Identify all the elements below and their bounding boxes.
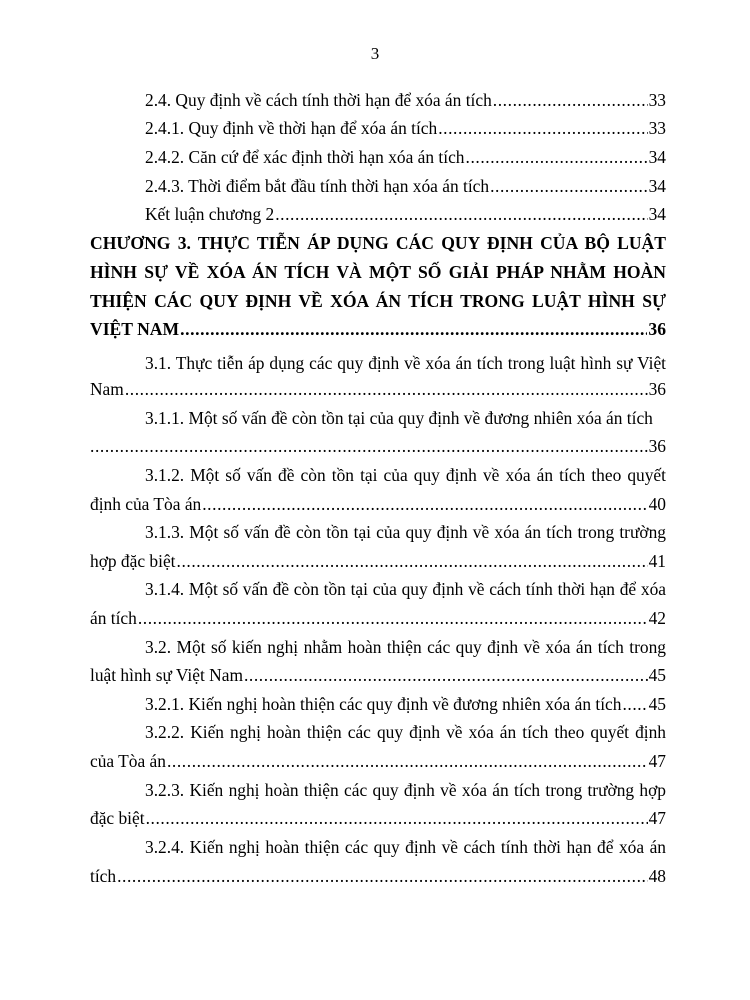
toc-entry-3-1-4-line-2[interactable] bbox=[90, 605, 666, 631]
toc-entry-3-2-3-line-1[interactable]: 3.2.3. Kiến nghị hoàn thiện các quy định về xóa án tích trong trường hợp bbox=[145, 780, 666, 800]
toc-entry-title: 2.4.1. Quy định về thời hạn để xóa án tích bbox=[145, 118, 438, 138]
toc-leader-dots bbox=[117, 863, 648, 889]
toc-entry-page: 42 bbox=[648, 608, 666, 628]
toc-chapter-3-line-1[interactable]: CHƯƠNG 3. THỰC TIỄN ÁP DỤNG CÁC QUY ĐỊNH CỦA BỘ LUẬT bbox=[90, 233, 666, 253]
toc-entry-3-2-1[interactable] bbox=[145, 691, 666, 717]
toc-entry-3-1-line-2[interactable] bbox=[90, 376, 666, 402]
toc-entry-3-1-1-line-2[interactable] bbox=[90, 433, 666, 459]
toc-entry-3-1-line-1[interactable]: 3.1. Thực tiễn áp dụng các quy định về xóa án tích trong luật hình sự Việt bbox=[145, 353, 666, 373]
toc-entry-title: đặc biệt bbox=[90, 808, 145, 828]
toc-entry-page: 47 bbox=[648, 751, 666, 771]
toc-leader-dots bbox=[167, 748, 648, 774]
toc-entry-title: 2.4.2. Căn cứ để xác định thời hạn xóa án tích bbox=[145, 147, 465, 167]
toc-entry-page: 40 bbox=[648, 494, 666, 514]
toc-entry-page: 33 bbox=[648, 118, 666, 138]
toc-leader-dots bbox=[490, 173, 648, 199]
toc-entry-3-2-2-line-1[interactable]: 3.2.2. Kiến nghị hoàn thiện các quy định về xóa án tích theo quyết định bbox=[145, 722, 666, 742]
page-number: 3 bbox=[370, 44, 380, 63]
toc-entry-3-1-2-line-1[interactable]: 3.1.2. Một số vấn đề còn tồn tại của quy định về xóa án tích theo quyết bbox=[145, 465, 666, 485]
toc-entry-title: luật hình sự Việt Nam bbox=[90, 665, 243, 685]
toc-leader-dots bbox=[125, 376, 648, 402]
toc-entry-3-2-line-2[interactable] bbox=[90, 662, 666, 688]
toc-entry-title: VIỆT NAM bbox=[90, 319, 180, 339]
toc-entry-3-2-4-line-2[interactable] bbox=[90, 863, 666, 889]
toc-leader-dots bbox=[90, 433, 648, 459]
toc-leader-dots bbox=[177, 548, 648, 574]
toc-entry-page: 48 bbox=[648, 866, 666, 886]
toc-entry-page: 45 bbox=[648, 694, 666, 714]
toc-leader-dots bbox=[438, 115, 647, 141]
toc-entry-3-2-2-line-2[interactable] bbox=[90, 748, 666, 774]
toc-entry-3-2-3-line-2[interactable] bbox=[90, 805, 666, 831]
toc-leader-dots bbox=[138, 605, 648, 631]
toc-leader-dots bbox=[466, 144, 648, 170]
toc-leader-dots bbox=[275, 201, 647, 227]
toc-entry-page: 36 bbox=[648, 319, 666, 339]
toc-entry-title: của Tòa án bbox=[90, 751, 166, 771]
toc-entry-page: 45 bbox=[648, 665, 666, 685]
toc-leader-dots bbox=[180, 316, 647, 342]
toc-entry-3-1-1-line-1[interactable]: 3.1.1. Một số vấn đề còn tồn tại của quy định về đương nhiên xóa án tích bbox=[145, 408, 653, 428]
toc-entry-page: 47 bbox=[648, 808, 666, 828]
toc-entry-page: 33 bbox=[648, 90, 666, 110]
toc-entry-title: định của Tòa án bbox=[90, 494, 202, 514]
toc-entry-2-4[interactable] bbox=[145, 87, 666, 113]
toc-entry-3-1-4-line-1[interactable]: 3.1.4. Một số vấn đề còn tồn tại của quy định về cách tính thời hạn để xóa bbox=[145, 579, 666, 599]
toc-entry-2-4-1[interactable] bbox=[145, 115, 666, 141]
toc-entry-page: 34 bbox=[648, 176, 666, 196]
toc-entry-3-2-4-line-1[interactable]: 3.2.4. Kiến nghị hoàn thiện các quy định về cách tính thời hạn để xóa án bbox=[145, 837, 666, 857]
toc-entry-page: 36 bbox=[648, 379, 666, 399]
toc-leader-dots bbox=[622, 691, 647, 717]
toc-entry-title: Nam bbox=[90, 379, 124, 399]
toc-entry-title: Kết luận chương 2 bbox=[145, 204, 275, 224]
toc-entry-page: 34 bbox=[648, 147, 666, 167]
toc-entry-page: 41 bbox=[648, 551, 666, 571]
toc-entry-title: 2.4. Quy định về cách tính thời hạn để xóa án tích bbox=[145, 90, 492, 110]
toc-entry-3-2-line-1[interactable]: 3.2. Một số kiến nghị nhằm hoàn thiện các quy định về xóa án tích trong bbox=[145, 637, 666, 657]
toc-entry-title: hợp đặc biệt bbox=[90, 551, 176, 571]
toc-leader-dots bbox=[202, 491, 647, 517]
toc-leader-dots bbox=[244, 662, 648, 688]
toc-entry-page: 36 bbox=[648, 436, 666, 456]
toc-chapter-3-line-3[interactable]: THIỆN CÁC QUY ĐỊNH VỀ XÓA ÁN TÍCH TRONG LUẬT HÌNH SỰ bbox=[90, 291, 666, 311]
toc-entry-title: 2.4.3. Thời điểm bắt đầu tính thời hạn xóa án tích bbox=[145, 176, 490, 196]
toc-leader-dots bbox=[146, 805, 648, 831]
toc-entry-conclusion-ch2[interactable] bbox=[145, 201, 666, 227]
toc-leader-dots bbox=[493, 87, 648, 113]
toc-entry-3-1-3-line-1[interactable]: 3.1.3. Một số vấn đề còn tồn tại của quy định về xóa án tích trong trường bbox=[145, 522, 666, 542]
toc-entry-2-4-3[interactable] bbox=[145, 173, 666, 199]
toc-chapter-3-line-4[interactable] bbox=[90, 316, 666, 342]
toc-entry-3-1-3-line-2[interactable] bbox=[90, 548, 666, 574]
toc-entry-title: 3.2.1. Kiến nghị hoàn thiện các quy định về đương nhiên xóa án tích bbox=[145, 694, 622, 714]
toc-entry-page: 34 bbox=[648, 204, 666, 224]
toc-entry-2-4-2[interactable] bbox=[145, 144, 666, 170]
toc-entry-title: tích bbox=[90, 866, 117, 886]
toc-entry-title: án tích bbox=[90, 608, 137, 628]
toc-entry-3-1-2-line-2[interactable] bbox=[90, 491, 666, 517]
toc-chapter-3-line-2[interactable]: HÌNH SỰ VỀ XÓA ÁN TÍCH VÀ MỘT SỐ GIẢI PHÁP NHẰM HOÀN bbox=[90, 262, 666, 282]
